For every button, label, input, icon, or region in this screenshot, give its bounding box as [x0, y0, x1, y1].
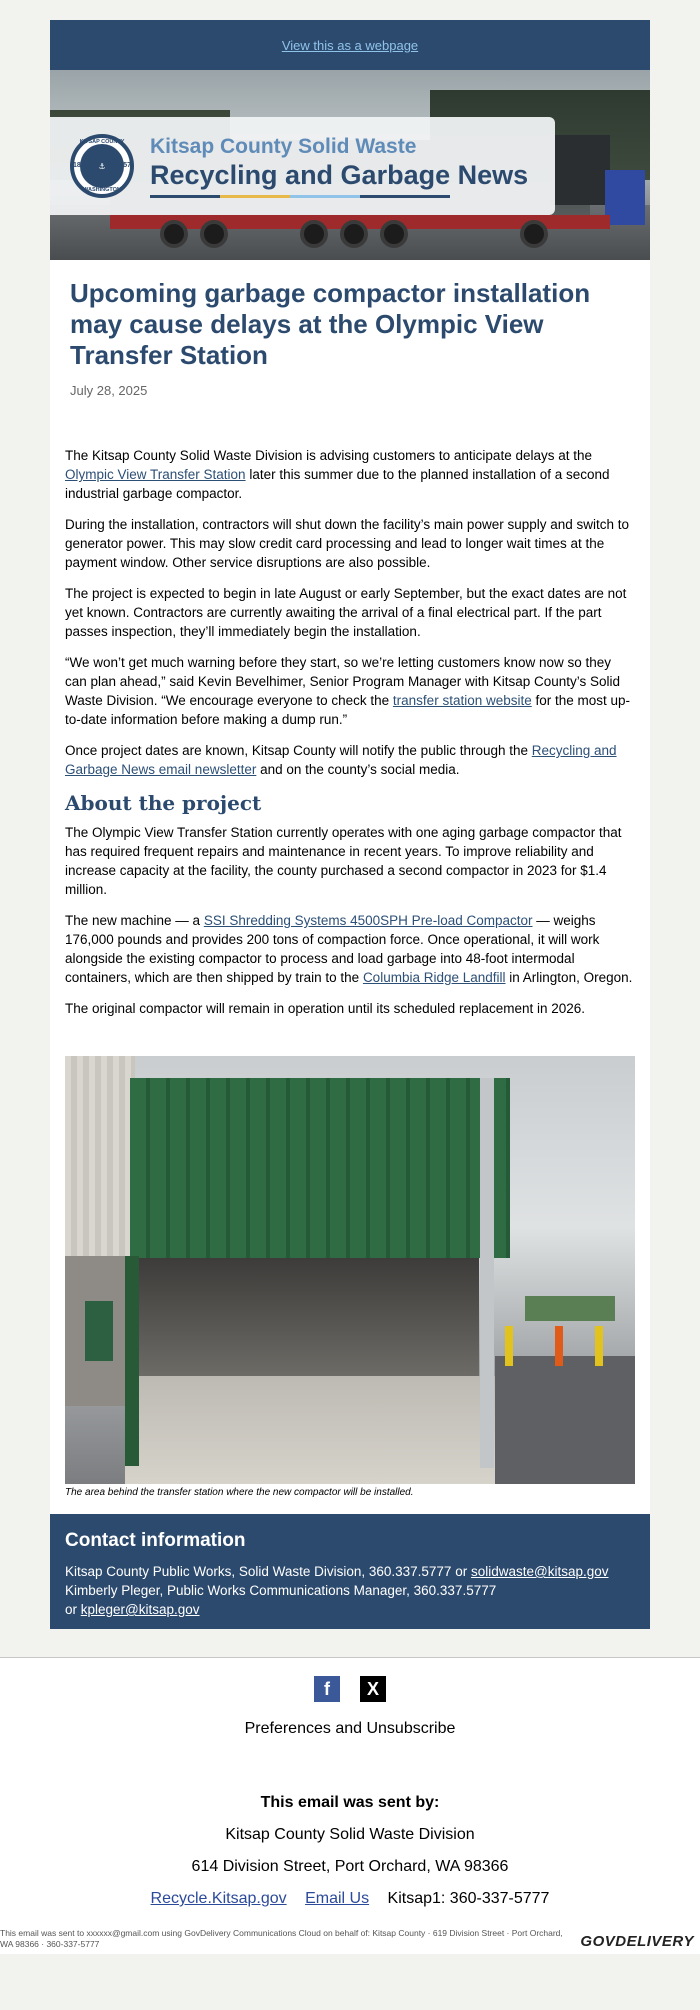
email-us-link[interactable]: Email Us [305, 1890, 370, 1907]
paragraph: “We won’t get much warning before they start, so we’re letting customers know now so they can plan ahead,” said Kevin Bevelhimer, Senior Program Manager with Kitsap County’s Solid Waste Division. “We encourage everyone to check the transfer station website for the most up-to-date information before making a dump run.” [65, 655, 631, 727]
newsletter-brand [50, 117, 555, 215]
preferences-link[interactable]: Preferences and Unsubscribe [244, 1720, 456, 1737]
paragraph: The Olympic View Transfer Station currently operates with one aging garbage compactor that has required frequent repairs and maintenance in recent years. To improve reliability and increase capacity at the facility, the county purchased a second compactor in 2023 for $1.4 million. [65, 825, 622, 897]
paragraph: The new machine — a SSI Shredding Systems 4500SPH Pre-load Compactor — weighs 176,000 pounds and provides 200 tons of compaction force. Once operational, it will work alongside the existing compactor to process and load garbage into 48-foot intermodal containers, which are then shipped by train to the Columbia Ridge Landfill in Arlington, Oregon. [65, 913, 633, 985]
email-container [50, 20, 650, 1629]
footer [0, 1657, 700, 1954]
contact-line: Kitsap County Public Works, Solid Waste Division, 360.337.5777 or solidwaste@kitsap.gov [65, 1564, 609, 1579]
newsletter-title: Recycling and Garbage News [150, 159, 529, 190]
contact-box [50, 1514, 650, 1629]
article-date: July 28, 2025 [70, 383, 148, 398]
newsletter-link[interactable]: Recycling and Garbage News email newsletter [65, 743, 617, 777]
fineprint [0, 1928, 700, 1954]
contact-line: or kpleger@kitsap.gov [65, 1602, 200, 1617]
paragraph: Once project dates are known, Kitsap County will notify the public through the Recycling and Garbage News email newsletter and on the county’s social media. [65, 743, 617, 777]
paragraph: During the installation, contractors will shut down the facility’s main power supply and switch to generator power. This may slow credit card processing and lead to longer wait times at the payment window. Other service disruptions are also possible. [65, 517, 630, 570]
photo-caption: The area behind the transfer station where the new compactor will be installed. [65, 1487, 414, 1498]
x-icon[interactable]: X [360, 1676, 386, 1702]
county-seal-icon: KITSAP COUNTY 18 ⚓ 57 WASHINGTON [70, 134, 134, 198]
solidwaste-email-link[interactable]: solidwaste@kitsap.gov [470, 1564, 609, 1579]
landfill-link[interactable]: Columbia Ridge Landfill [362, 970, 506, 985]
transfer-station-link[interactable]: transfer station website [392, 693, 532, 708]
kpleger-email-link[interactable]: kpleger@kitsap.gov [80, 1602, 200, 1617]
section-heading: About the project [65, 791, 262, 815]
sender-org: Kitsap County Solid Waste Division [225, 1826, 475, 1843]
fineprint-text: This email was sent to xxxxxx@gmail.com using GovDelivery Communications Cloud on behalf of: Kitsap County · 619 Division Street · Port Orchard, WA 98366 · 360-337-5777 [0, 1928, 563, 1949]
facebook-icon[interactable]: f [314, 1676, 340, 1702]
contact-title: Contact information [65, 1530, 246, 1551]
recycle-site-link[interactable]: Recycle.Kitsap.gov [150, 1890, 287, 1907]
olympic-view-link[interactable]: Olympic View Transfer Station [65, 467, 246, 482]
transfer-station-photo [65, 1056, 635, 1484]
brand-color-bar [150, 195, 528, 198]
paragraph: The project is expected to begin in late August or early September, but the exact dates are not yet known. Contractors are currently awaiting the arrival of a final electrical part. If the part passes inspection, they’ll immediately begin the installation. [65, 586, 627, 639]
article-body [65, 446, 635, 1018]
compactor-link[interactable]: SSI Shredding Systems 4500SPH Pre-load Compactor [203, 913, 533, 928]
view-webpage-link[interactable]: View this as a webpage [281, 37, 419, 53]
article-headline: Upcoming garbage compactor installation may cause delays at the Olympic View Transfer Station [70, 278, 591, 370]
contact-line: Kimberly Pleger, Public Works Communications Manager, 360.337.5777 [65, 1583, 497, 1598]
footer-links [0, 1890, 700, 1908]
header-banner [50, 70, 650, 260]
sent-by-label: This email was sent by: [260, 1794, 440, 1811]
view-webpage-bar [50, 20, 650, 70]
article [50, 260, 650, 1498]
govdelivery-logo: GOVDELIVERY [580, 1933, 694, 1950]
sender-address: 614 Division Street, Port Orchard, WA 98366 [191, 1858, 509, 1875]
social-links [0, 1676, 700, 1702]
paragraph: The Kitsap County Solid Waste Division is advising customers to anticipate delays at the Olympic View Transfer Station later this summer due to the planned installation of a second industrial garbage compactor. [65, 448, 610, 501]
paragraph: The original compactor will remain in operation until its scheduled replacement in 2026. [65, 1001, 586, 1016]
phone-text: Kitsap1: 360-337-5777 [387, 1890, 550, 1907]
newsletter-subtitle: Kitsap County Solid Waste [150, 134, 417, 158]
